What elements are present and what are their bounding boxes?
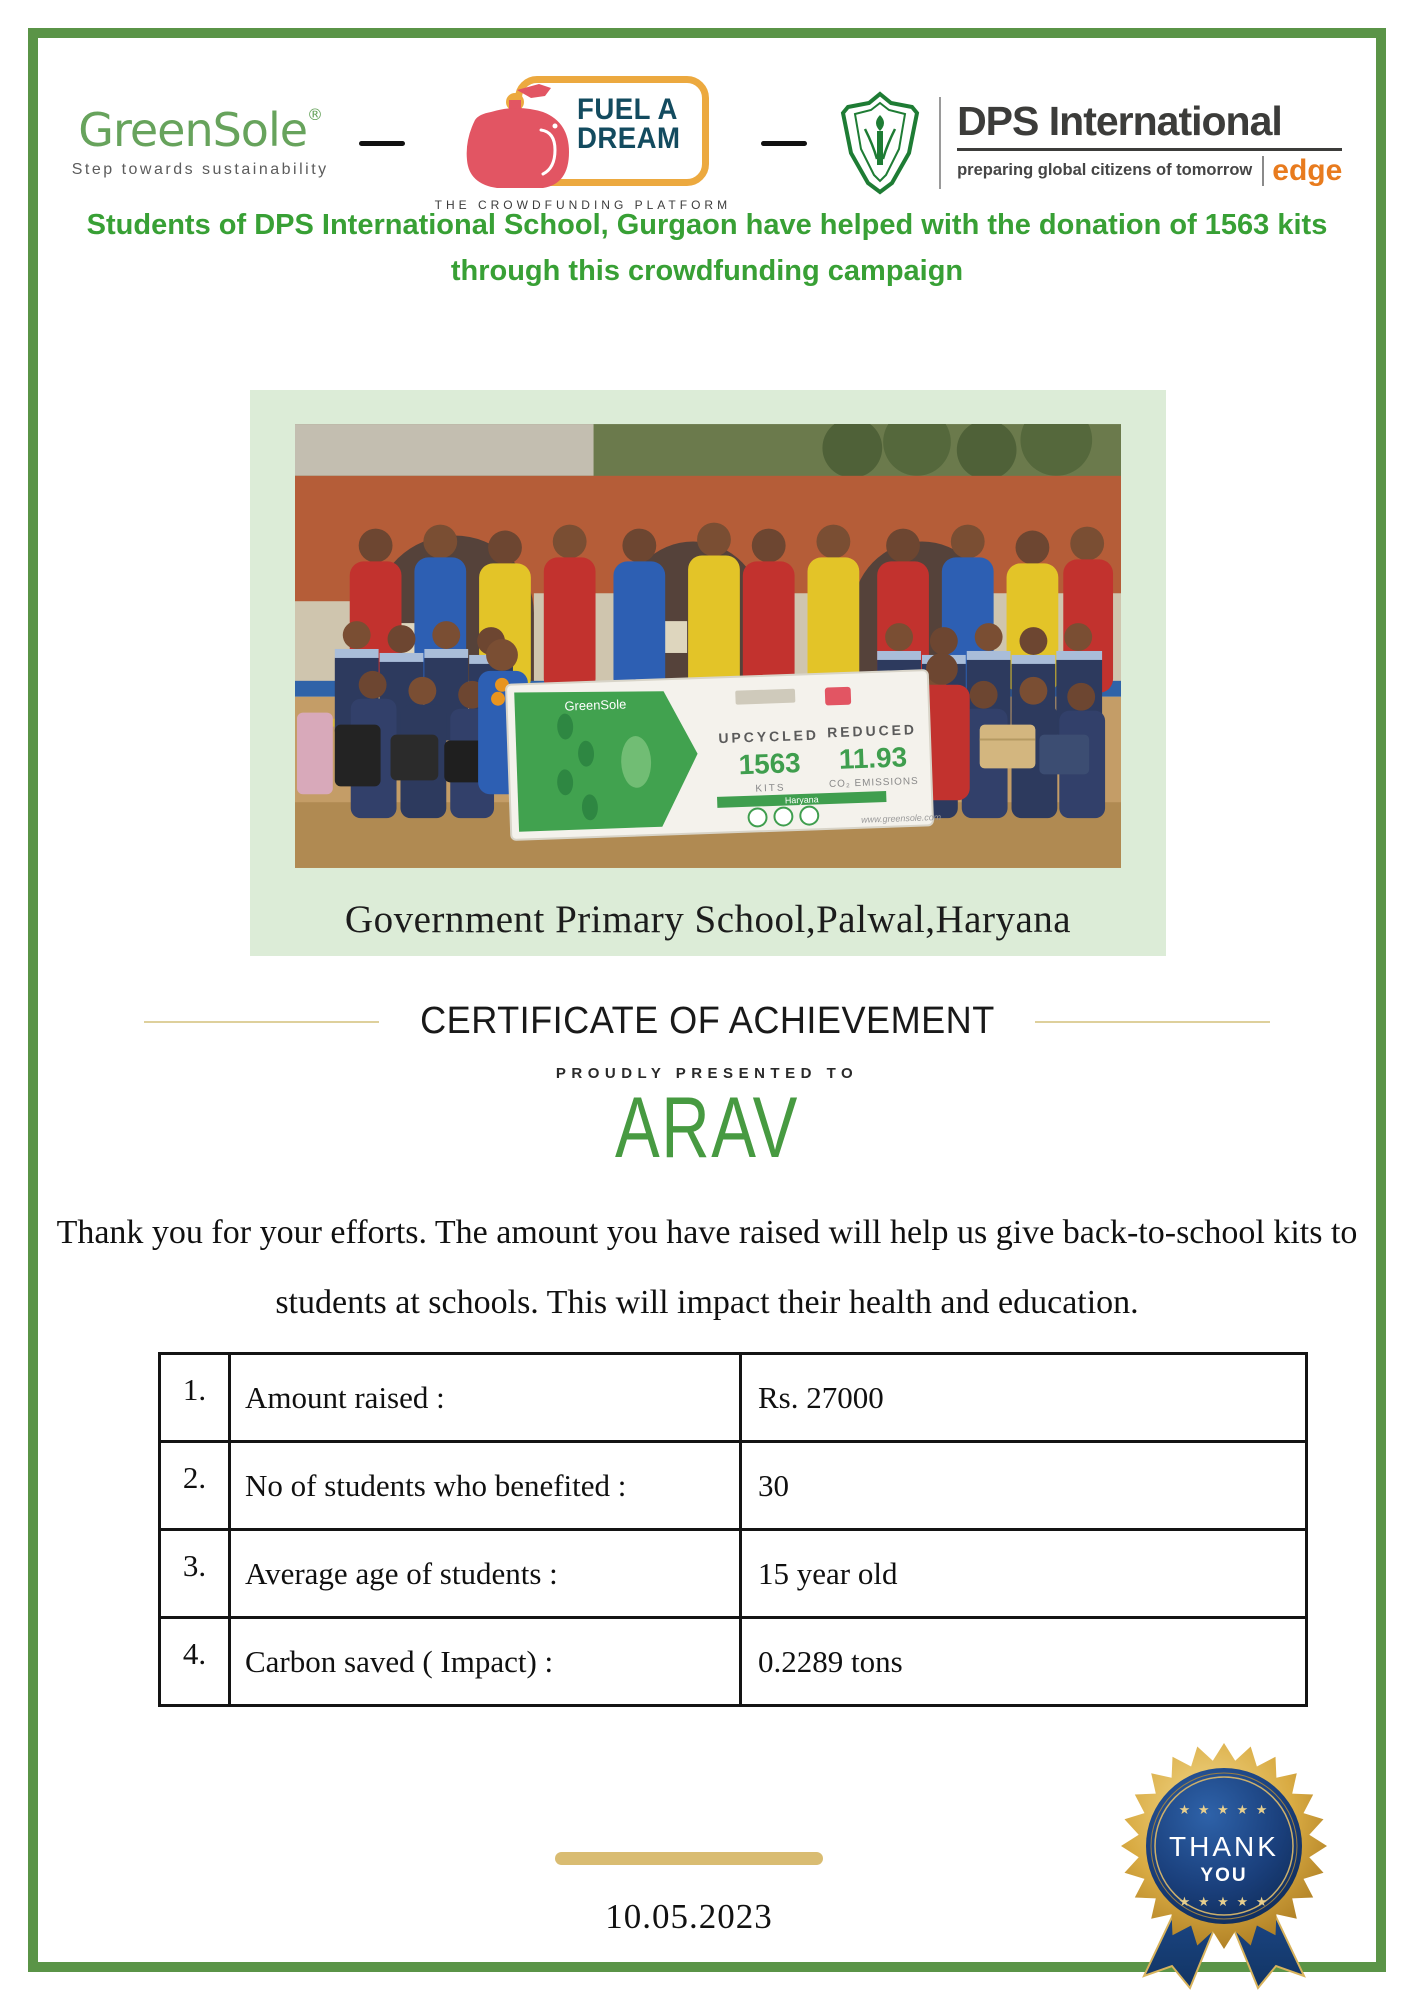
- row-number: 2.: [182, 1459, 207, 1495]
- fuel-elephant-icon: [457, 80, 577, 192]
- fuel-a-dream-wordmark: [576, 93, 681, 155]
- row-number: 1.: [182, 1371, 207, 1407]
- dps-subline: [957, 153, 1343, 187]
- presented-to-label: PROUDLY PRESENTED TO: [555, 1065, 859, 1082]
- fuel-a-dream-mark: [457, 74, 709, 192]
- dps-logo: [837, 91, 1342, 195]
- row-label: No of students who benefited :: [230, 1442, 741, 1530]
- badge-stars-top: ★ ★ ★ ★ ★: [1178, 1802, 1270, 1817]
- school-photo-frame: [250, 390, 1166, 956]
- banner-upcycled-value: 1563: [738, 747, 802, 781]
- impact-table: [158, 1352, 1308, 1707]
- banner-mini-logos: [825, 687, 851, 706]
- row-label: Average age of students :: [230, 1530, 741, 1618]
- banner-strip-text: Haryana: [784, 794, 819, 806]
- row-number: 3.: [182, 1547, 207, 1583]
- logo-header: [0, 74, 1414, 212]
- title-left-rule: [144, 1021, 379, 1023]
- registered-mark-icon: ®: [307, 105, 323, 124]
- fuel-a-text: FUEL A: [576, 93, 678, 126]
- table-row: [160, 1442, 1307, 1530]
- table-row: [160, 1618, 1307, 1706]
- row-value: 15 year old: [741, 1530, 1307, 1618]
- greensole-tagline: Step towards sustainability: [71, 161, 329, 178]
- table-row: [160, 1530, 1307, 1618]
- school-group-photo: [295, 424, 1121, 868]
- greensole-logo: [71, 103, 329, 179]
- campaign-headline: Students of DPS International School, Gurgaon have helped with the donation of 1563 kits through this crowdfunding campaign: [86, 209, 1328, 288]
- badge-stars-bottom: ★ ★ ★ ★ ★: [1178, 1894, 1270, 1909]
- fuel-a-dream-tagline: THE CROWDFUNDING PLATFORM: [434, 198, 732, 212]
- row-label: Amount raised :: [230, 1354, 741, 1442]
- dps-logo-divider: [939, 97, 941, 189]
- dps-edge-wordmark: edge: [1262, 156, 1342, 186]
- greensole-banner: [506, 670, 942, 840]
- separator-dash-icon: [359, 141, 405, 146]
- recipient-name-text: ARAV: [615, 1080, 799, 1176]
- footer-divider: [555, 1852, 823, 1865]
- greensole-name: GreenSole: [78, 103, 308, 157]
- badge-thank-text: THANK: [1169, 1831, 1279, 1862]
- row-value: 30: [741, 1442, 1307, 1530]
- dream-text: DREAM: [576, 121, 681, 155]
- banner-reduced-unit: CO₂ EMISSIONS: [828, 775, 919, 791]
- separator-dash-icon: [761, 141, 807, 146]
- dps-crest-icon: [837, 91, 923, 195]
- row-value: Rs. 27000: [741, 1354, 1307, 1442]
- recipient-name: [0, 1080, 1414, 1176]
- banner-reduced-value: 11.93: [838, 741, 908, 775]
- certificate-title-row: [0, 1000, 1414, 1043]
- thank-you-message: Thank you for your efforts. The amount you have raised will help us give back-to-school kits to students at schools. This will impact their health and education.: [56, 1214, 1358, 1321]
- thank-you-rosette-icon: [1104, 1728, 1344, 1990]
- row-number: 4.: [182, 1635, 207, 1671]
- issue-date: 10.05.2023: [605, 1897, 773, 1936]
- row-label: Carbon saved ( Impact) :: [230, 1618, 741, 1706]
- banner-reduced-label: REDUCED: [826, 721, 918, 741]
- dps-tagline: preparing global citizens of tomorrow: [957, 161, 1253, 180]
- row-value: 0.2289 tons: [741, 1618, 1307, 1706]
- badge-you-text: YOU: [1200, 1865, 1248, 1886]
- photo-caption: Government Primary School,Palwal,Haryana: [344, 898, 1072, 941]
- banner-url-text: www.greensole.com: [861, 811, 942, 825]
- dps-text-block: [957, 100, 1342, 185]
- table-row: [160, 1354, 1307, 1442]
- banner-upcycled-unit: KITS: [755, 782, 786, 795]
- title-right-rule: [1035, 1021, 1270, 1023]
- dps-wordmark: DPS International: [957, 100, 1342, 150]
- banner-brand-text: GreenSole: [564, 696, 627, 714]
- banner-upcycled-label: UPCYCLED: [718, 726, 820, 747]
- fuel-a-dream-logo: [435, 74, 731, 212]
- certificate-title: CERTIFICATE OF ACHIEVEMENT: [419, 1000, 995, 1042]
- greensole-wordmark: [78, 103, 323, 157]
- thank-you-badge: [1104, 1728, 1344, 1990]
